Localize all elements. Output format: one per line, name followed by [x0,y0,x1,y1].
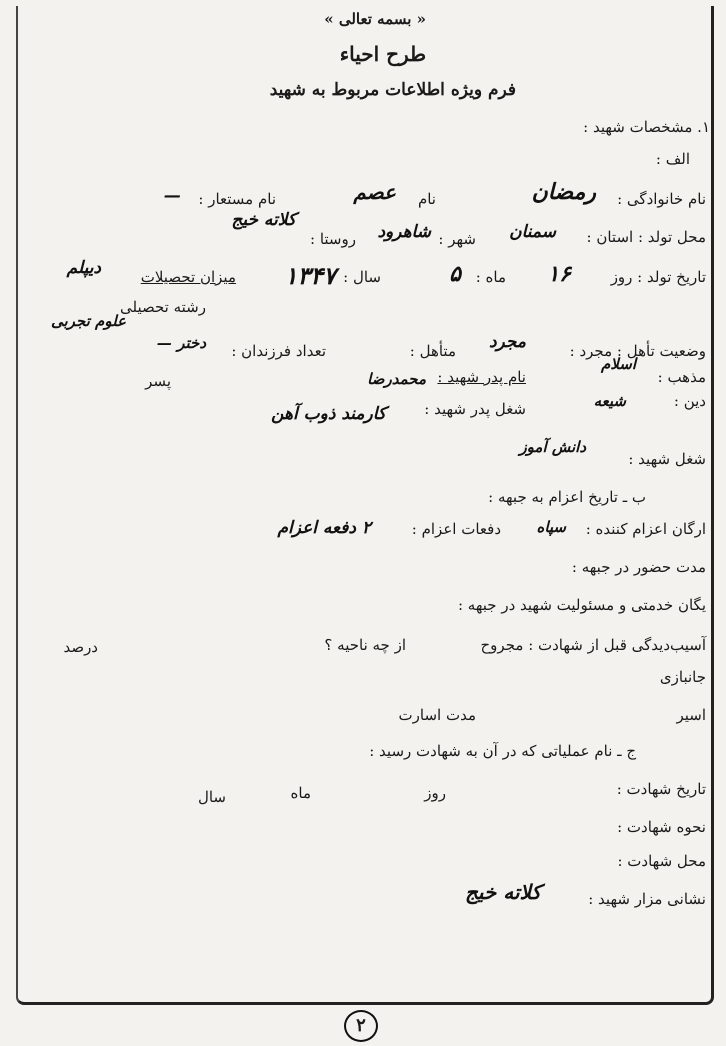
org-value: سپاه [536,518,566,536]
dispatch-label: دفعات اعزام : [411,520,501,538]
veteran-label: جانبازی [659,668,706,686]
field-value: علوم تجربی [51,312,126,330]
faith-label: دین : [673,392,706,410]
education-label: میزان تحصیلات [140,268,236,286]
grave-value: کلاته خیج [464,880,541,904]
martyrdom-month-label: ماه [290,784,311,802]
married-label: متأهل : [409,342,456,360]
name-value: عصم [353,180,396,204]
grave-label: نشانی مزار شهید : [588,890,706,908]
form-title: طرح احیاء [339,42,426,66]
captive-label: اسیر [676,706,706,724]
section-b-heading: ب ـ تاریخ اعزام به جبهه : [488,488,646,506]
injury-label: آسیب‌دیدگی قبل از شهادت : مجروح [480,636,706,654]
field-label: رشته تحصیلی [119,298,206,316]
dispatch-value: ۲ دفعه اعزام [277,518,371,538]
org-label: ارگان اعزام کننده : [585,520,706,538]
manner-label: نحوه شهادت : [617,818,706,836]
duration-label: مدت حضور در جبهه : [571,558,706,576]
section-heading: ۱. مشخصات شهید : [583,118,710,136]
single-value: مجرد [488,332,526,352]
children-son: پسر [145,372,171,390]
martyrdom-date-label: تاریخ شهادت : [616,780,706,798]
family-value: رمضان [531,180,596,205]
page-number: ۲ [344,1010,378,1042]
village-value: کلاته خیج [231,210,296,230]
section-c-heading: ج ـ نام عملیاتی که در آن به شهادت رسید : [369,742,636,760]
birthdate-label: تاریخ تولد : روز [610,268,706,286]
job-label: شغل شهید : [628,450,706,468]
martyrdom-day-label: روز [424,784,446,802]
percent-label: درصد [63,638,98,656]
alias-value: — [164,186,181,206]
city-value: شاهرود [377,222,431,242]
part-a-label: الف : [655,150,690,168]
martyrdom-year-label: سال [197,788,226,806]
city-label: شهر : [438,230,476,248]
alias-label: نام مستعار : [198,190,276,208]
day-value: ۱۶ [547,262,571,287]
children-label: تعداد فرزندان : [231,342,326,360]
marital-label: وضعیت تأهل : مجرد : [569,342,706,360]
village-label: روستا : [310,230,356,248]
education-value: دیپلم [66,258,101,278]
year-value: ۱۳۴۷ [284,262,336,290]
bismillah: « بسمه تعالی » [324,10,426,28]
father-name-label: نام پدر شهید : [437,368,526,386]
job-value: دانش آموز [519,438,586,456]
name-label: نام [417,190,436,208]
children-value: دختر — [157,334,206,352]
month-label: ماه : [475,268,506,286]
religion-label: مذهب : [657,368,706,386]
province-value: سمنان [509,222,556,242]
month-value: ۵ [449,262,461,287]
faith-value: شیعه [593,392,626,410]
unit-label: یگان خدمتی و مسئولیت شهید در جبهه : [457,596,706,614]
birthplace-label: محل تولد : استان : [586,228,706,246]
place-label: محل شهادت : [617,852,706,870]
area-label: از چه ناحیه ؟ [324,636,406,654]
family-label: نام خانوادگی : [617,190,706,208]
form-subtitle: فرم ویژه اطلاعات مربوط به شهید [269,80,516,100]
captive-duration-label: مدت اسارت [398,706,476,724]
father-name-value: محمدرضا [367,370,426,388]
year-label: سال : [343,268,381,286]
father-job-value: کارمند ذوب آهن [271,404,386,424]
father-job-label: شغل پدر شهید : [424,400,526,418]
religion-value: اسلام [601,355,636,373]
